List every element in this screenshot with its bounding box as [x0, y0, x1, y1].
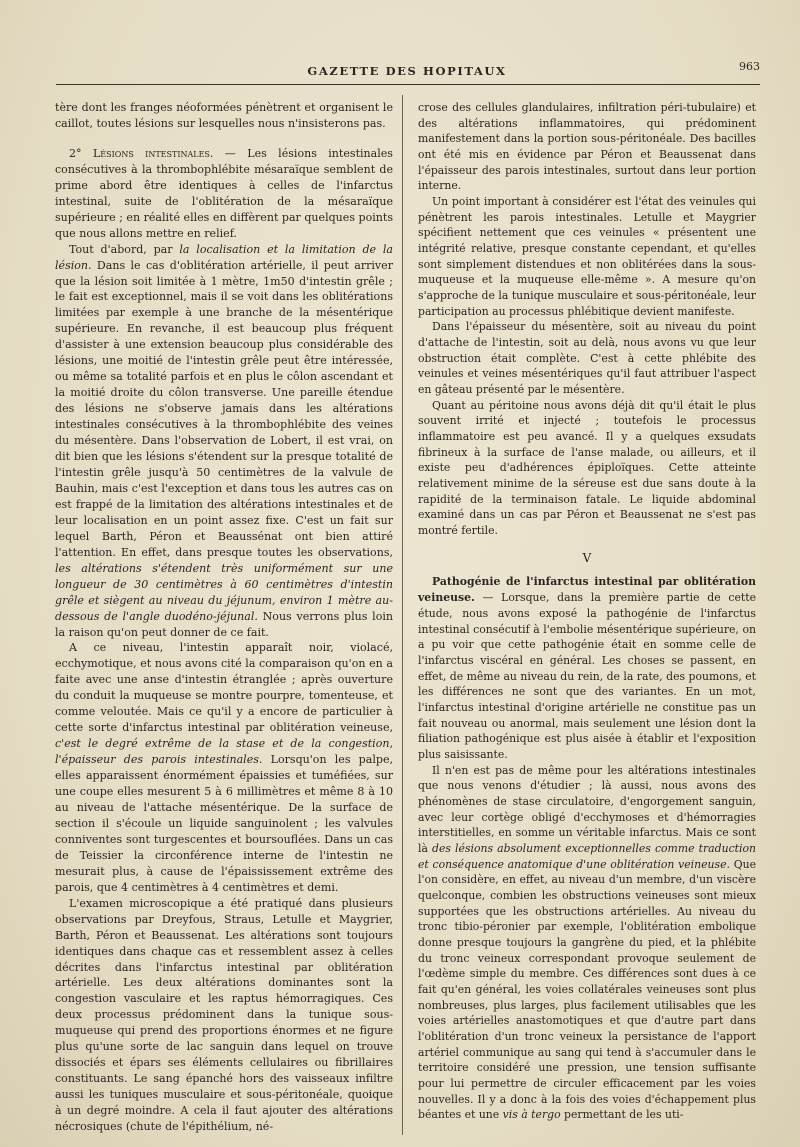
journal-title: GAZETTE DES HOPITAUX — [307, 64, 507, 78]
left-column — [55, 100, 393, 1135]
paragraph-text: Que l'on considère, en effet, au niveau d'un membre, d'un viscère quelconque, combien les obstructions veineuses sont mieux supportées que les obstructions artérielles. Au niveau du tronc tibio-péronier par exemple, l'oblitération embolique donne presque toujours la gangrène du pied, et la phlébite du tronc veineux correspondant provoque seulement de l'œdème simple du membre. Ces différences sont dues à ce fait qu'en général, les voies collatérales veineuses sont plus nombreuses, plus larges, plus facilement utilisables que les voies artérielles anastomotiques et que d'autre part dans l'oblitération d'un tronc veineux la persistance de l'apport artériel communique au sang qui tend à s'accumuler dans le territoire considéré une pression, une tension suffisante pour lui permettre de circuler efficacement par les voies nouvelles. Il y a donc à la fois des voies d'échappement plus béantes et une — [418, 857, 756, 1122]
paragraph: L'examen microscopique a été pratiqué dans plusieurs observations par Dreyfous, Straus, Letulle et Maygrier, Barth, Péron et Beaussenat. Les altérations sont toujours identiques dans chaque cas et ressemblent assez à celles décrites dans l'infarctus intestinal par oblitération artérielle. Les deux altérations dominantes sont la congestion vasculaire et les raptus hémorragiques. Ces deux processus prédominent dans la tunique sous-muqueuse qui prend des proportions énormes et ne figure plus qu'une sorte de lac sanguin dans lequel on trouve dissociés et épars ses éléments cellulaires ou fibrillaires constituants. Le sang épanché hors des vaisseaux infiltre aussi les tuniques musculaire et sous-péritonéale, quoique à un degré moindre. A cela il faut ajouter des altérations nécrosiques (chute de l'épithélium, né- — [55, 896, 393, 1134]
paragraph: tère dont les franges néoformées pénètrent et organisent le caillot, toutes lésions sur lesquelles nous n'insisterons pas. — [55, 101, 393, 130]
paragraph-text: Il n'en est pas de même pour les altérations intestinales que nous venons d'étudier ; là aussi, nous avons des phénomènes de stase circulatoire, d'engorgement sanguin, avec leur cortège obligé d'ecchymoses et d'hémorragies interstitielles, en somme un véritable infarctus. Mais ce sont là — [418, 763, 756, 855]
paragraph: Quant au péritoine nous avons déjà dit qu'il était le plus souvent irrité et injecté ; toutefois le processus inflammatoire est peu avancé. Il y a quelques exsudats fibrineux à la surface de l'anse malade, ou ailleurs, et il existe peu d'adhérences épiploïques. Cette atteinte relativement minime de la séreuse est due sans doute à la rapidité de la terminaison fatale. Le liquide abdominal examiné dans un cas par Péron et Beaussenat ne s'est pas montré fertile. — [418, 398, 756, 538]
column-divider — [402, 95, 403, 1135]
paragraph — [418, 574, 756, 762]
paragraph: crose des cellules glandulaires, infiltration péri-tubulaire) et des altérations inflammatoires, qui prédominent manifestement dans la portion sous-péritonéale. Des bacilles ont été mis en évidence par Péron et Beaussenat dans l'épaisseur des parois intestinales, surtout dans leur portion interne. — [418, 101, 756, 193]
paragraph-text: permettant de les uti- — [560, 1108, 684, 1122]
page-number: 963 — [739, 60, 760, 73]
paragraph-text: A ce niveau, l'intestin apparaît noir, violacé, ecchymotique, et nous avons cité la comparaison qu'on en a faite avec une anse d'intestin étranglée ; après ouverture du conduit la muqueuse se montre pourpre, tomenteuse, et comme veloutée. Mais ce qu'il y a encore de particulier à cette sorte d'infarctus intestinal par oblitération veineuse, — [55, 641, 393, 735]
paragraph-text: Tout d'abord, par — [69, 242, 180, 256]
paragraph-text: Dans le cas d'oblitération artérielle, il peut arriver que la lésion soit limitée à 1 mètre, 1m50 d'intestin grêle ; le fait est exceptionnel, mais il se voit dans les oblitérations limitées par exemple à une branche de la mésentérique supérieure. En revanche, il est beaucoup plus fréquent d'assister à une extension beaucoup plus considérable des lésions, une moitié de l'intestin grêle peut être intéressée, ou même sa totalité parfois et en plus le côlon ascendant et la moitié droite du côlon transverse. Une pareille étendue des lésions ne s'observe jamais dans les altérations intestinales consécutives à la thrombophlébite des veines du mésentère. Dans l'observation de Lobert, il est vrai, on dit bien que les lésions s'étendent sur la presque totalité de l'intestin grêle jusqu'à 50 centimètres de la valvule de Bauhin, mais c'est l'exception et dans tous les autres cas on est frappé de la limitation des altérations intestinales et de leur localisation en un point assez fixe. C'est un fait sur lequel Barth, Péron et Beaussénat ont bien attiré l'attention. En effet, dans presque toutes les observations, — [55, 258, 393, 559]
paragraph — [55, 242, 393, 641]
paragraph-text: — Les lésions intestinales consécutives à la thrombophlébite mésaraïque semblent de prime abord être identiques à celles de l'infarctus intestinal, suite de l'oblitération de la mésaraïque supérieure ; en réalité elles en diffèrent par quelques points que nous allons mettre en relief. — [55, 146, 393, 240]
emphasis: les altérations s'étendent très uniformément sur une longueur de 30 centimètres à 60 centimètres d'intestin grêle et siègent au niveau du jéjunum, environ 1 mètre au-dessous de l'angle duodéno-jéjunal. — [55, 561, 393, 623]
emphasis: la localisation et la limitation de la lésion. — [55, 242, 393, 272]
paragraph-text: , — [389, 737, 393, 751]
paragraph: Un point important à considérer est l'état des veinules qui pénètrent les parois intestinales. Letulle et Maygrier spécifient nettement que ces veinules « présentent une intégrité relative, presque constante cependant, et qu'elles sont simplement distendues et non oblitérées dans la sous-muqueuse et la muqueuse elle-même ». A mesure qu'on s'approche de la tunique musculaire et sous-péritonéale, leur participation au processus phlébitique devient manifeste. — [418, 195, 756, 318]
section-label: 2° Lésions intestinales. — [69, 146, 214, 160]
paragraph — [55, 640, 393, 895]
paragraph-text: Lorsqu'on les palpe, elles apparaissent énormément épaissies et tuméfiées, sur une coupe elles mesurent 5 à 6 millimètres et même 8 à 10 au niveau de l'attache mésentérique. De la surface de section il s'écoule un liquide sanguinolent ; les valvules conniventes sont turgescentes et boursouflées. Dans un cas de Teissier la circonférence interne de l'intestin ne mesurait plus, à cause de l'épaississement extrême des parois, que 4 centimètres à 4 centimètres et demi. — [55, 753, 393, 894]
paragraph — [418, 763, 756, 1123]
right-column — [418, 100, 756, 1123]
emphasis: des lésions absolument exceptionnelles comme traduction et conséquence anatomique d'une oblitération veineuse. — [418, 841, 756, 871]
emphasis: l'épaisseur des parois intestinales. — [55, 753, 263, 767]
paragraph-text: Nous verrons plus loin la raison qu'on peut donner de ce fait. — [55, 609, 393, 639]
paragraph-text: — Lorsque, dans la première partie de cette étude, nous avons exposé la pathogénie de l'infarctus intestinal consécutif à l'embolie mésentérique supérieure, on a pu voir que cette pathogénie était en somme celle de l'infarctus viscéral en général. Les choses se passent, en effet, de même au niveau du rein, de la rate, des poumons, et les différences ne sont que des variantes. En un mot, l'infarctus intestinal d'origine artérielle ne constitue pas un fait nouveau ou anormal, mais seulement une lésion dont la filiation pathogénique est plus aisée à établir et l'exposition plus saisissante. — [418, 591, 756, 761]
paragraph — [55, 146, 393, 242]
section-heading: Pathogénie de l'infarctus intestinal par oblitération veineuse. — [418, 575, 756, 605]
paragraph: Dans l'épaisseur du mésentère, soit au niveau du point d'attache de l'intestin, soit au delà, nous avons vu que leur obstruction était complète. C'est à cette phlébite des veinules et veines mésentériques qu'il faut attribuer l'aspect en gâteau présenté par le mésentère. — [418, 320, 756, 397]
header-rule — [56, 84, 760, 85]
section-number: V — [582, 550, 592, 565]
emphasis: c'est le degré extrême de la stase et de la congestion — [55, 737, 390, 751]
emphasis: vis à tergo — [502, 1108, 561, 1122]
running-header — [52, 60, 762, 82]
